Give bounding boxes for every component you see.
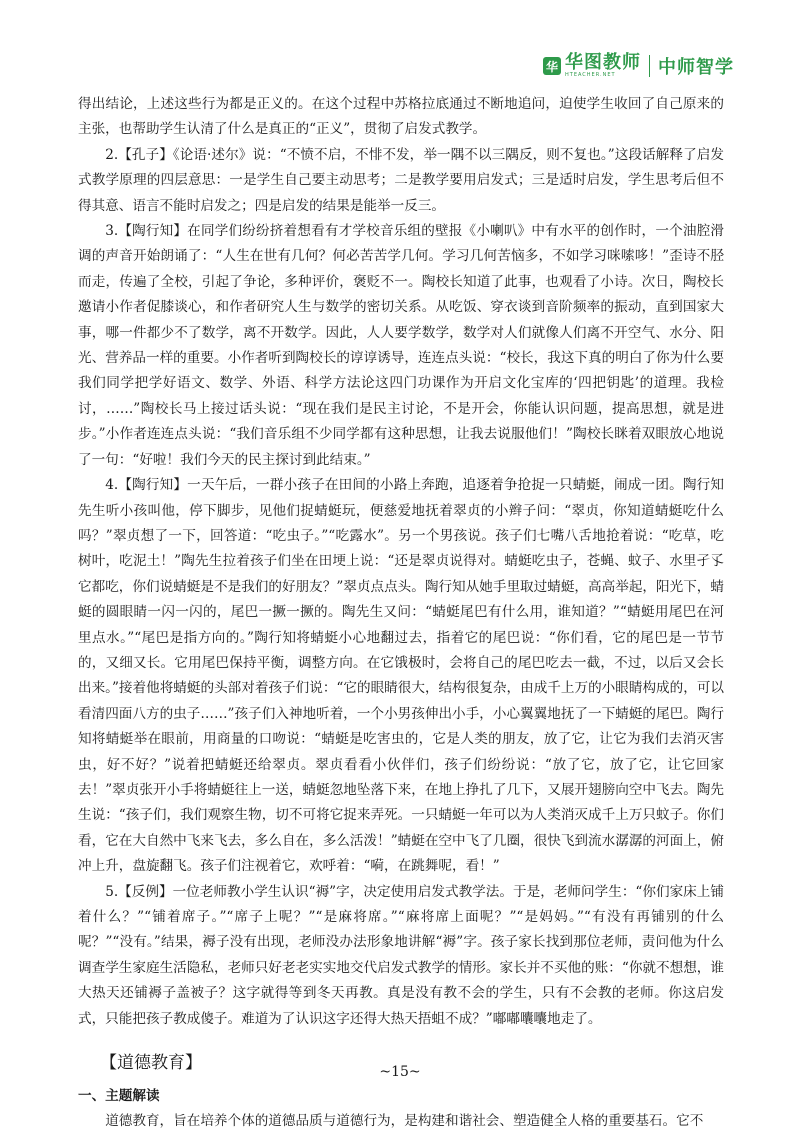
paragraph-counter-example: 5.【反例】一位老师教小学生认识“褥”字，决定使用启发式教学法。于是，老师问学生：“你们家床上铺着什么？”“铺着席子。”“席子上呢？”“是麻将席。”“麻将席上面呢？”“是妈妈。”“有没有再铺别的什么呢？”“没有。”结果，褥子没有出现，老师没办法形象地讲解“褥”字。孩子家长找到那位老师，责问他为什么调查学生家庭生活隐私，老师只好老老实实地交代启发式教学的情形。家长并不买他的账：“你就不想想，谁大热天还铺褥子盖被子？这字就得等到冬天再教。真是没有教不会的学生，只有不会教的老师。你这启发式，只能把孩子教成傻子。难道为了认识这字还得大热天捂蛆不成？”嘟嘟囔囔地走了。 <box>78 883 724 1027</box>
paragraph-tao-xingzhi-1: 3.【陶行知】在同学们纷纷挤着想看有才学校音乐组的壁报《小喇叭》中有水平的创作时，一个油腔滑调的声音开始朗诵了：“人生在世有几何？何必苦苦学几何。学习几何苦恼多，不如学习咪嗦哆！”歪诗不胫而走，传遍了全校，引起了争论，多种评价，褒贬不一。陶校长知道了此事，也观看了小诗。次日，陶校长邀请小作者促膝谈心，和作者研究人生与数学的密切关系。从吃饭、穿衣谈到音阶频率的振动，直到国家大事，哪一件都少不了数学，离不开数学。因此，人人要学数学，数学对人们就像人们离不开空气、水分、阳光、营养品一样的重要。小作者听到陶校长的谆谆诱导，连连点头说：“校长，我这下真的明白了你为什么要我们同学把学好语文、数学、外语、科学方法论这四门功课作为开启文化宝库的‘四把钥匙’的道理。我检讨，……”陶校长马上接过话头说：“现在我们是民主讨论，不是开会，你能认识问题，提高思想，就是进步。”小作者连连点头说：“我们音乐组不少同学都有这种思想，让我去说服他们！”陶校长眯着双眼放心地说了一句：“好啦！我们今天的民主探讨到此结束。” <box>78 223 724 468</box>
paragraph-tao-xingzhi-2: 4.【陶行知】一天午后，一群小孩子在田间的小路上奔跑，追逐着争抢捉一只蜻蜓，闹成一团。陶行知先生听小孩叫他，停下脚步，见他们捉蜻蜓玩，便慈爱地抚着翠贞的小辫子问：“翠贞，你知道蜻蜓吃什么吗？”翠贞想了一下，回答道：“吃虫子。”“吃露水”。另一个男孩说。孩子们七嘴八舌地抢着说：“吃草，吃树叶，吃泥土！”陶先生拉着孩子们坐在田埂上说：“还是翠贞说得对。蜻蜓吃虫子，苍蝇、蚊子、水里孑孓它都吃，你们说蜻蜓是不是我们的好朋友？”翠贞点点头。陶行知从她手里取过蜻蜓，高高举起，阳光下，蜻蜓的圆眼睛一闪一闪的，尾巴一撅一撅的。陶先生又问：“蜻蜓尾巴有什么用，谁知道？”“蜻蜓用尾巴在河里点水。”“尾巴是指方向的。”陶行知将蜻蜓小心地翻过去，指着它的尾巴说：“你们看，它的尾巴是一节节的，又细又长。它用尾巴保持平衡，调整方向。在它饿极时，会将自己的尾巴吃去一截，不过，以后又会长出来。”接着他将蜻蜓的头部对着孩子们说：“它的眼睛很大，结构很复杂，由成千上万的小眼睛构成的，可以看清四面八方的虫子……”孩子们入神地听着，一个小男孩伸出小手，小心翼翼地抚了一下蜻蜓的尾巴。陶行知将蜻蜓举在眼前，用商量的口吻说：“蜻蜓是吃害虫的，它是人类的朋友，放了它，让它为我们去消灭害虫，好不好？”说着把蜻蜓还给翠贞。翠贞看看小伙伴们，孩子们纷纷说：“放了它，放了它，让它回家去！”翠贞张开小手将蜻蜓往上一送，蜻蜓忽地坠落下来，在地上挣扎了几下，又展开翅膀向空中飞去。陶先生说：“孩子们，我们观察生物，切不可将它捉来弄死。一只蜻蜓一年可以为人类消灭成千上万只蚊子。你们看，它在大自然中飞来飞去，多么自在，多么活泼！”蜻蜓在空中飞了几圈，很快飞到流水潺潺的河面上，俯冲上升，盘旋翻飞。孩子们注视着它，欢呼着：“嗬，在跳舞呢，看！” <box>78 477 725 875</box>
page-header <box>543 52 734 80</box>
page-number: ~15~ <box>379 1064 421 1080</box>
brand-logo-icon: 华 <box>543 57 561 75</box>
paragraph-moral-education: 道德教育，旨在培养个体的道德品质与道德行为，是构建和谐社会、塑造健全人格的重要基石。它不 <box>105 1113 704 1130</box>
document-body <box>78 92 724 1134</box>
brand-block <box>565 54 641 78</box>
brand-divider <box>649 55 650 77</box>
paragraph-confucius: 2.【孔子】《论语·述尔》说：“不愤不启，不悱不发，举一隅不以三隅反，则不复也。”这段话解释了启发式教学原理的四层意思：一是学生自己要主动思考；二是教学要用启发式；三是适时启发，学生思考后但不得其意、语言不能时启发之；四是启发的结果是能举一反三。 <box>78 146 724 214</box>
brand-website: HTEACHER.NET <box>565 72 616 78</box>
section-heading: 【道德教育】 <box>100 1053 202 1074</box>
brand-secondary-name: 中师智学 <box>658 57 734 78</box>
brand-name: 华图教师 <box>565 52 641 73</box>
subsection-heading: 一、主题解读 <box>78 1088 160 1105</box>
paragraph-continuation: 得出结论，上述这些行为都是正义的。在这个过程中苏格拉底通过不断地追问，迫使学生收回了自己原来的主张，也帮助学生认清了什么是真正的“正义”，贯彻了启发式教学。 <box>78 96 724 138</box>
